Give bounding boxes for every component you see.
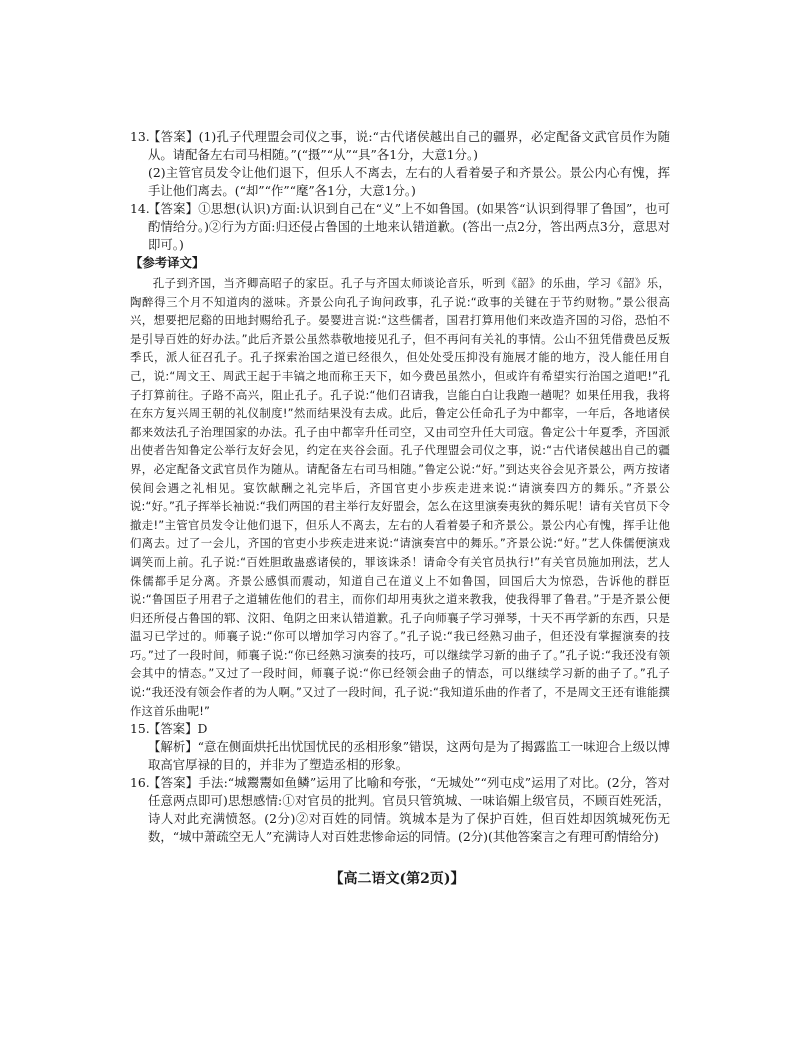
- question-15: [130, 720, 670, 774]
- question-16: [130, 774, 670, 846]
- answer-content: [130, 128, 670, 846]
- reference-translation-header: 【参考译文】: [130, 255, 205, 270]
- question-14: [130, 200, 670, 254]
- question-number: 13.: [130, 129, 150, 144]
- question-number: 16.: [130, 775, 150, 791]
- q15-analysis: 【解析】“意在侧面烘托出忧国忧民的丞相形象”错误，这两句是为了揭露监工一味迎合上级以博取高官厚禄的目的，并非为了塑造丞相的形象。: [148, 739, 670, 773]
- question-13: [130, 128, 670, 200]
- question-number: 15.: [130, 721, 150, 737]
- q16-answer: 【答案】手法:“城鬻鬻如鱼鳞”运用了比喻和夸张，“无城处”“列屯戍”运用了对比。(2分，答对任意两点即可)思想感情:①对官员的批判。官员只管筑城、一味谄媚上级官员，不顾百姓死活，诗人对此充满愤怒。(2分)②对百姓的同情。筑城本是为了保护百姓，但百姓却因筑城死伤无数，“城中萧疏空无人”充满诗人对百姓悲惨命运的同情。(2分)(其他答案言之有理可酌情给分): [148, 775, 670, 845]
- q15-answer: 【答案】D: [148, 721, 208, 737]
- q14-answer: 【答案】①思想(认识)方面:认识到自己在“义”上不如鲁国。(如果答“认识到得罪了鲁国”，也可酌情给分。)②行为方面:归还侵占鲁国的土地来认错道歉。(答出一点2分，答出两点3分，意思对即可。): [148, 201, 670, 252]
- reference-translation-text: 孔子到齐国，当齐卿高昭子的家臣。孔子与齐国太师谈论音乐，听到《韶》的乐曲，学习《韶》乐，陶醉得三个月不知道肉的滋味。齐景公向孔子询问政事，孔子说:“政事的关键在于节约财物。”景公很高兴，想要把尼谿的田地封赐给孔子。晏婴进言说:“这些儒者，国君打算用他们来改造齐国的习俗，恐怕不是引导百姓的好办法。”此后齐景公虽然恭敬地接见孔子，但不再问有关礼的事情。公山不狃凭借费邑反叛季氏，派人征召孔子。孔子探索治国之道已经很久，但处处受压抑没有施展才能的地方，没人能任用自己，说:“周文王、周武王起于丰镐之地而称王天下，如今费邑虽然小，但或许有希望实行治国之道吧!”孔子打算前往。子路不高兴，阻止孔子。孔子说:“他们召请我，岂能白白让我跑一趟呢？如果任用我，我将在东方复兴周王朝的礼仪制度!”然而结果没有去成。此后，鲁定公任命孔子为中都宰，一年后，各地诸侯都来效法孔子治理国家的办法。孔子由中都宰升任司空，又由司空升任大司寇。鲁定公十年夏季，齐国派出使者告知鲁定公举行友好会见，约定在夹谷会面。孔子代理盟会司仪之事，说:“古代诸侯越出自己的疆界，必定配备文武官员作为随从。请配备左右司马相随。”鲁定公说:“好。”到达夹谷会见齐景公，两方按诸侯间会遇之礼相见。宴饮献酬之礼完毕后，齐国官吏小步疾走进来说:“请演奏四方的舞乐。”齐景公说:“好。”孔子挥举长袖说:“我们两国的君主举行友好盟会，怎么在这里演奏夷狄的舞乐呢！请有关官员下令撤走!”主管官员发令让他们退下，但乐人不离去，左右的人看着晏子和齐景公。景公内心有愧，挥手让他们离去。过了一会儿，齐国的官吏小步疾走进来说:“请演奏宫中的舞乐。”齐景公说:“好。”艺人侏儒便演戏调笑而上前。孔子说:“百姓胆敢蛊惑诸侯的，罪该诛杀！请命令有关官员执行!”有关官员施加刑法，艺人侏儒都手足分离。齐景公感惧而震动，知道自己在道义上不如鲁国，回国后大为惊恐，告诉他的群臣说:“鲁国臣子用君子之道辅佐他们的君主，而你们却用夷狄之道来教我，使我得罪了鲁君。”于是齐景公便归还所侵占鲁国的郓、汶阳、龟阴之田来认错道歉。孔子向师襄子学习弹琴，十天不再学新的东西，只是温习已学过的。师襄子说:“你可以增加学习内容了。”孔子说:“我已经熟习曲子，但还没有掌握演奏的技巧。”过了一段时间，师襄子说:“你已经熟习演奏的技巧，可以继续学习新的曲子了。”孔子说:“我还没有领会其中的情态。”又过了一段时间，师襄子说:“你已经领会曲子的情态，可以继续学习新的曲子了。”孔子说:“我还没有领会作者的为人啊。”又过了一段时间，孔子说:“我知道乐曲的作者了，不是周文王还有谁能撰作这首乐曲呢!”: [130, 276, 670, 718]
- q13-answer-part2: (2)主管官员发令让他们退下，但乐人不离去，左右的人看着晏子和齐景公。景公内心有愧，挥手让他们离去。(“却”“作”“麾”各1分，大意1分。): [148, 165, 670, 198]
- question-number: 14.: [130, 201, 150, 216]
- reference-translation: [130, 254, 670, 720]
- q13-answer-part1: 【答案】(1)孔子代理盟会司仪之事，说:“古代诸侯越出自己的疆界，必定配备文武官员作为随从。请配备左右司马相随。”(“摄”“从”“具”各1分，大意1分。): [148, 129, 670, 162]
- page-footer: 【高二语文(第2页)】: [329, 871, 465, 887]
